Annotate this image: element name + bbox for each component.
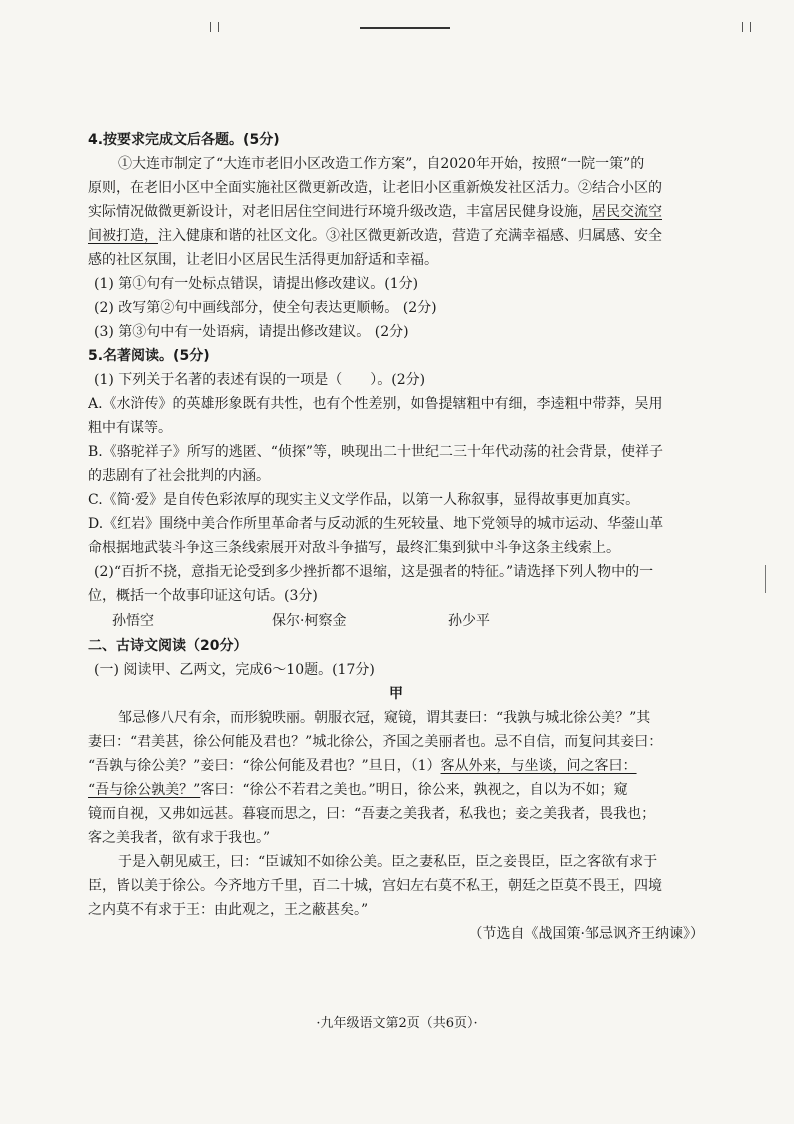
passage-source: （节选自《战国策·邹忌讽齐王纳谏》）	[468, 926, 704, 942]
section-2-title: 二、古诗文阅读（20分）	[88, 638, 248, 654]
passage-line: 妻曰：“君美甚，徐公何能及君也？”城北徐公，齐国之美丽者也。忌不自信，而复问其妾曰：	[88, 734, 663, 750]
passage-line: 客之美我者，欲有求于我也。”	[88, 830, 271, 846]
q4-subquestion-1: (1) 第①句有一处标点错误，请提出修改建议。(1分)	[94, 276, 419, 292]
scan-tick	[210, 22, 211, 32]
underlined-phrase: 间被打造，	[88, 228, 158, 244]
q5-option-a: A.《水浒传》的英雄形象既有共性，也有个性差别，如鲁提辖粗中有细，李逵粗中带莽，吴用	[88, 396, 663, 412]
page-footer: ·九年级语文第2页（共6页）·	[316, 1016, 478, 1031]
q5-subquestion-1: (1) 下列关于名著的表述有误的一项是（ ）。(2分)	[94, 372, 426, 388]
passage-jia-heading: 甲	[389, 686, 403, 702]
passage-line: “吾孰与徐公美？”妾曰：“徐公何能及君也？”旦日，（1）客从外来，与坐谈，问之客曰：	[88, 758, 637, 774]
choice-name: 孙悟空	[112, 613, 154, 629]
choice-name: 孙少平	[448, 613, 490, 629]
header-rule	[360, 27, 450, 29]
question-5-title: 5.名著阅读。(5分)	[88, 348, 210, 364]
passage-line: “吾与徐公孰美？”客曰：“徐公不若君之美也。”明日，徐公来，孰视之，自以为不如；窥	[88, 782, 628, 798]
choice-name: 保尔·柯察金	[272, 613, 347, 629]
q4-paragraph-line: 原则，在老旧小区中全面实施社区微更新改造，让老旧小区重新焕发社区活力。②结合小区的	[88, 180, 662, 196]
q5-subquestion-2-cont: 位，概括一个故事印证这句话。(3分)	[88, 588, 318, 604]
q4-subquestion-2: (2) 改写第②句中画线部分，使全句表达更顺畅。 (2分)	[94, 300, 437, 316]
q4-paragraph-line: 感的社区氛围，让老旧小区居民生活得更加舒适和幸福。	[88, 252, 438, 268]
passage-line: 邹忌修八尺有余，而形貌昳丽。朝服衣冠，窥镜，谓其妻曰：“我孰与城北徐公美？”其	[118, 710, 651, 726]
q4-paragraph-line: 实际情况做微更新设计，对老旧居住空间进行环境升级改造，丰富居民健身设施，居民交流空	[88, 204, 662, 220]
scan-tick	[750, 22, 751, 32]
q5-option-d: D.《红岩》围绕中美合作所里革命者与反动派的生死较量、地下党领导的城市运动、华蓥山革	[88, 516, 664, 532]
q5-option-a-cont: 粗中有谋等。	[88, 420, 172, 436]
q4-paragraph-line: 间被打造，注入健康和谐的社区文化。③社区微更新改造，营造了充满幸福感、归属感、安全	[88, 228, 662, 244]
q5-subquestion-2: (2)“百折不挠，意指无论受到多少挫折都不退缩，这是强者的特征。”请选择下列人物中的一	[94, 564, 654, 580]
section-2-subtitle: (一) 阅读甲、乙两文，完成6～10题。(17分)	[94, 662, 375, 678]
passage-line: 之内莫不有求于王：由此观之，王之蔽甚矣。”	[88, 902, 369, 918]
q5-option-d-cont: 命根据地武装斗争这三条线索展开对敌斗争描写，最终汇集到狱中斗争这条主线索上。	[88, 540, 620, 556]
underlined-phrase: 居民交流空	[592, 204, 662, 220]
question-4-title: 4.按要求完成文后各题。(5分)	[88, 132, 280, 148]
exam-page-content	[88, 128, 704, 946]
scan-margin-marks	[0, 22, 794, 36]
q5-option-c: C.《简·爱》是自传色彩浓厚的现实主义文学作品，以第一人称叙事，显得故事更加真实。	[88, 492, 640, 508]
q5-option-b-cont: 的悲剧有了社会批判的内涵。	[88, 468, 270, 484]
scan-tick	[742, 22, 743, 32]
q5-option-b: B.《骆驼祥子》所写的逃匿、“侦探”等，映现出二十世纪二三十年代动荡的社会背景，使祥子	[88, 444, 664, 460]
passage-line: 镜而自视，又弗如远甚。暮寝而思之，曰：“吾妻之美我者，私我也；妾之美我者，畏我也；	[88, 806, 656, 822]
character-choices	[88, 608, 704, 634]
q4-subquestion-3: (3) 第③句中有一处语病，请提出修改建议。 (2分)	[94, 324, 409, 340]
passage-line: 于是入朝见威王，曰：“臣诚知不如徐公美。臣之妻私臣，臣之妾畏臣，臣之客欲有求于	[118, 854, 658, 870]
scan-side-mark	[765, 565, 766, 593]
q4-paragraph-line: ①大连市制定了“大连市老旧小区改造工作方案”，自2020年开始，按照“一院一策”的	[118, 156, 645, 172]
underlined-phrase: 客从外来，与坐谈，问之客曰：	[440, 758, 637, 774]
underlined-phrase: “吾与徐公孰美？”	[88, 782, 201, 798]
scan-tick	[218, 22, 219, 32]
passage-line: 臣，皆以美于徐公。今齐地方千里，百二十城，宫妇左右莫不私王，朝廷之臣莫不畏王，四境	[88, 878, 662, 894]
